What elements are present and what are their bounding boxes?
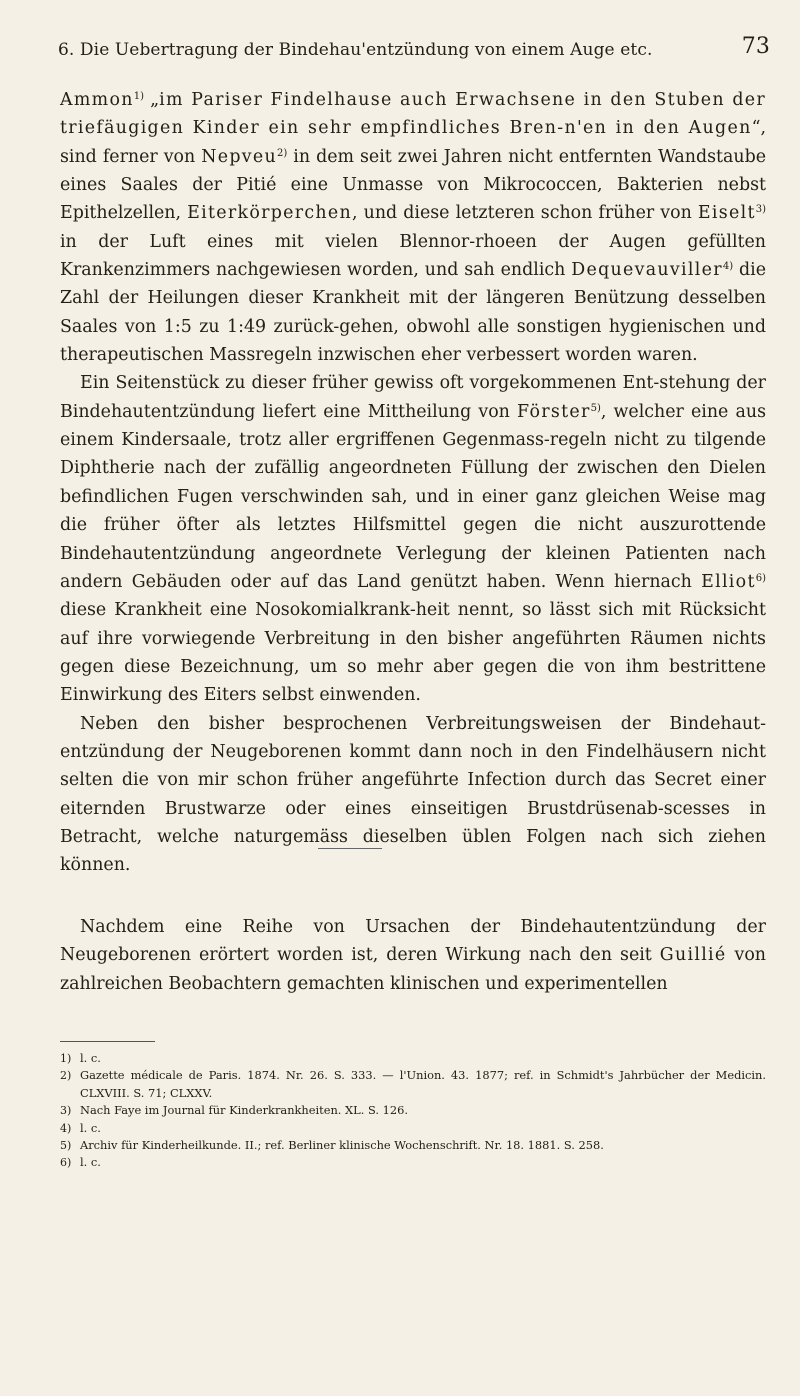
footnote-marker: 4) — [60, 1121, 72, 1135]
spaced-name: Förster — [517, 401, 591, 422]
paragraph — [60, 710, 766, 880]
paragraph — [60, 913, 766, 998]
footnote-ref: 3) — [755, 204, 766, 216]
footnote-rule — [60, 1041, 155, 1042]
footnote-text: Archiv für Kinderheilkunde. II.; ref. Berliner klinische Wochenschrift. Nr. 18. 1881. S. 258. — [80, 1138, 604, 1153]
text-run: , und diese letzteren schon früher von — [351, 203, 698, 224]
footnote — [60, 1137, 766, 1154]
spaced-name: Eiterkörperchen — [187, 203, 352, 224]
paragraph — [60, 369, 766, 709]
running-title: 6. Die Uebertragung der Bindehau'entzündung von einem Auge etc. — [58, 40, 653, 60]
footnote-marker: 2) — [60, 1069, 72, 1083]
footnote-ref: 4) — [722, 261, 734, 273]
text-run: in dem seit zwei Jahren nicht entfernten Wandstaube eines Saales der Pitié eine Unmasse von Mikrococcen, Bakterien nebst Epithelzellen, — [60, 146, 766, 224]
text-run: die Zahl der Heilungen dieser Krankheit mit der längeren Benützung desselben Saales von 1:5 zu 1:49 zurück-gehen, obwohl alle sonstigen hygienischen und therapeutischen Massregeln inzwischen eher verbessert worden waren. — [60, 260, 766, 366]
text-run: „ — [143, 90, 160, 110]
footnote-text: l. c. — [80, 1120, 101, 1135]
text-run: in der Luft eines mit vielen Blennor-rhoeen der Augen gefüllten Krankenzimmers nachgewiesen worden, und sah endlich — [60, 231, 766, 281]
text-run: , welcher eine aus einem Kindersaale, trotz aller ergriffenen Gegenmass-regeln nicht zu tilgende Diphtherie nach der zufällig angeordneten Füllung der zwischen den Dielen befindlichen Fugen verschwinden sah, und in einer ganz gleichen Weise mag die früher öfter als letztes Hilfsmittel gegen die nicht auszurottende Bindehautentzündung angeordnete Verlegung der kleinen Patienten nach andern Gebäuden oder auf das Land genützt haben. Wenn hiernach — [60, 401, 766, 592]
footnote-text: Nach Faye im Journal für Kinderkrankheiten. XL. S. 126. — [80, 1103, 408, 1118]
spaced-name: Dequevauviller — [571, 260, 723, 281]
spaced-name: Ammon — [60, 90, 134, 110]
footnote-ref: 1) — [133, 91, 144, 102]
main-text — [60, 86, 766, 880]
footnote-text: Gazette médicale de Paris. 1874. Nr. 26. S. 333. — l'Union. 43. 1877; ref. in Schmidt's Jahrbücher der Medicin. CLXVIII. S. 71; CLXXV. — [80, 1068, 766, 1100]
footnote-ref: 6) — [755, 572, 766, 584]
text-run: Ein Seitenstück zu dieser früher gewiss oft vorgekommenen Ent-stehung der Bindehautentzündung liefert eine Mittheilung von — [60, 373, 766, 422]
spaced-name: Nepveu — [201, 146, 277, 167]
footnote — [60, 1154, 766, 1171]
footnote — [60, 1050, 766, 1067]
footnote — [60, 1067, 766, 1102]
footnote — [60, 1120, 766, 1137]
section-divider — [318, 848, 382, 849]
page-number: 73 — [741, 34, 770, 59]
spaced-name: Guillié — [659, 945, 727, 966]
footnote — [60, 1102, 766, 1119]
footnote-marker: 6) — [60, 1156, 72, 1170]
footnote-ref: 2) — [277, 147, 288, 159]
footnote-marker: 1) — [60, 1052, 72, 1065]
continuation-text — [60, 913, 766, 998]
text-run: Nachdem eine Reihe von Ursachen der Bindehautentzündung der Neugeborenen erörtert worden ist, deren Wirkung nach den seit — [60, 917, 766, 966]
footnote-text: l. c. — [80, 1051, 101, 1065]
spaced-name: Elliot — [701, 571, 756, 592]
text-run: “, sind ferner von — [60, 118, 766, 167]
footnote-ref: 5) — [590, 402, 601, 414]
text-run: von zahlreichen Beobachtern gemachten klinischen und experimentellen — [60, 945, 766, 994]
footnote-text: l. c. — [80, 1155, 101, 1170]
spaced-name: im Pariser Findelhause auch Erwachsene in den Stuben der triefäugigen Kinder ein sehr empfindliches Bren-n'en in den Augen — [60, 90, 766, 139]
text-run: Neben den bisher besprochenen Verbreitungsweisen der Bindehaut-entzündung der Neugeborenen kommt dann noch in den Findelhäusern nicht selten die von mir schon früher angeführte Infection durch das Secret einer eiternden Brustwarze oder eines einseitigen Brustdrüsenab-scesses in Betracht, welche naturgemäss dieselben üblen Folgen nach sich ziehen können. — [60, 713, 766, 876]
footnote-marker: 3) — [60, 1104, 72, 1118]
running-header — [58, 34, 770, 68]
spaced-name: Eiselt — [697, 203, 756, 224]
paragraph — [60, 86, 766, 369]
footnote-marker: 5) — [60, 1139, 72, 1153]
text-run: diese Krankheit eine Nosokomialkrank-heit nennt, so lässt sich mit Rücksicht auf ihre vorwiegende Verbreitung in den bisher angeführten Räumen nichts gegen diese Bezeichnung, um so mehr aber gegen die von ihm bestrittene Einwirkung des Eiters selbst einwenden. — [60, 600, 766, 706]
footnotes — [60, 1050, 766, 1172]
